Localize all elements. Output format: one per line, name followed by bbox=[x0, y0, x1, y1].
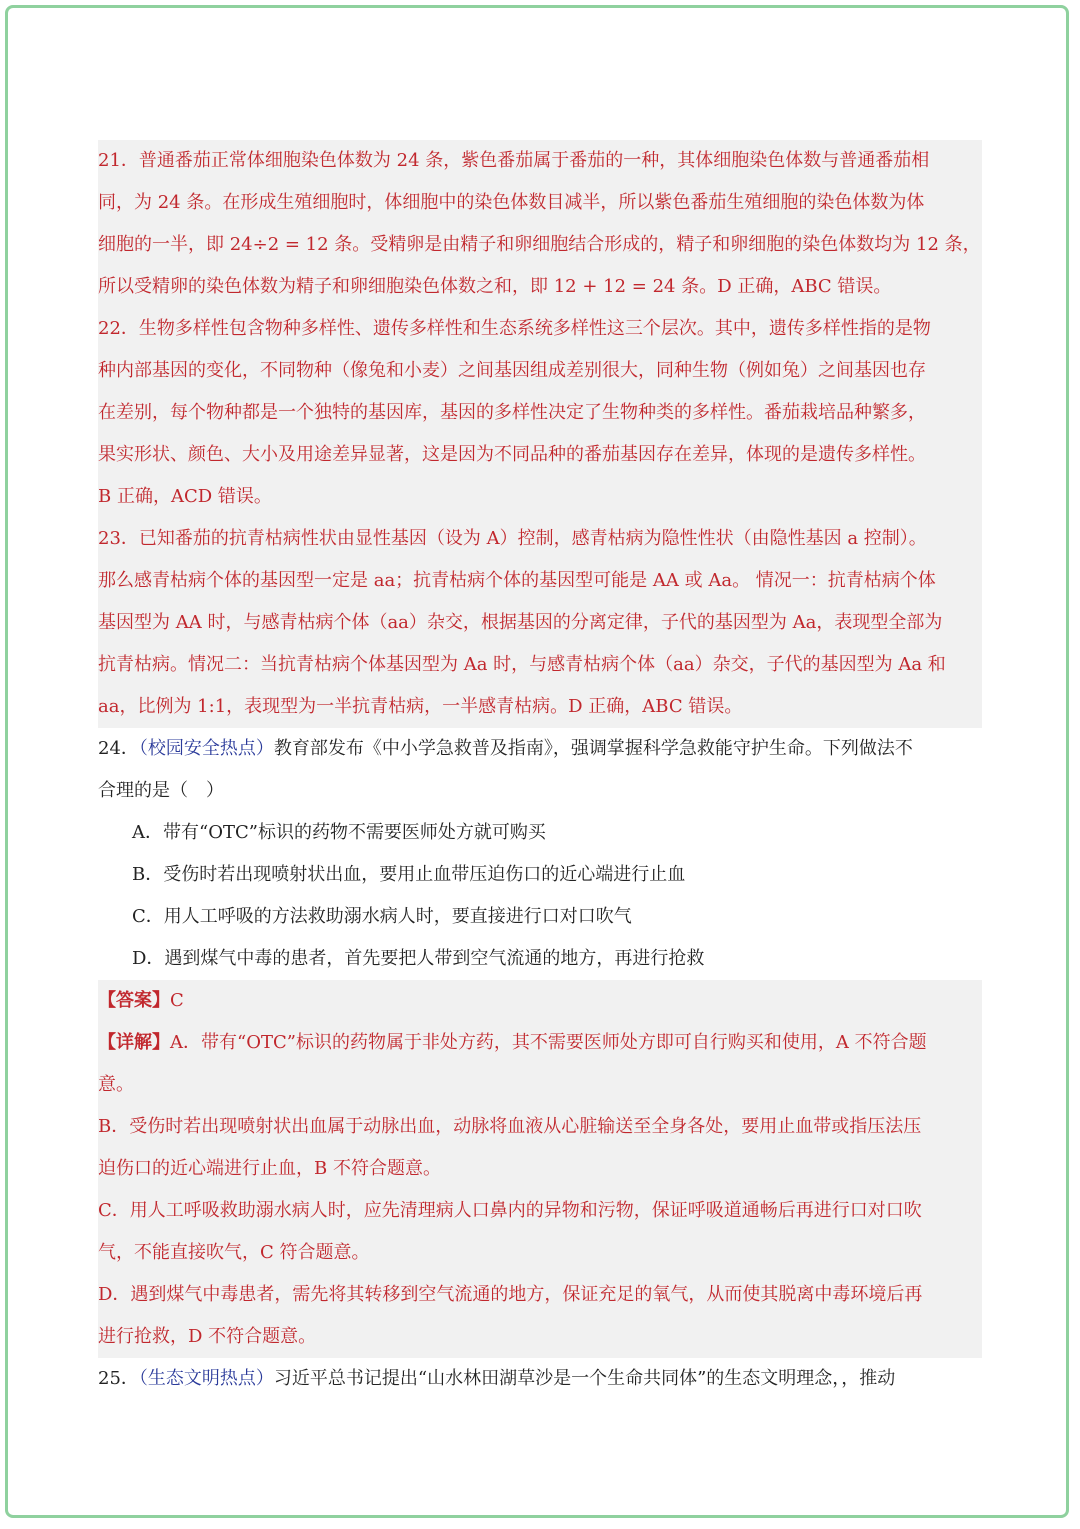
detail-line-1 bbox=[98, 1022, 982, 1064]
explanation-block-21-23 bbox=[98, 140, 982, 728]
detail-a-text: A．带有“OTC”标识的药物属于非处方药，其不需要医师处方即可自行购买和使用，A 不符合题 bbox=[170, 1032, 927, 1053]
q24-stem-line-2: 合理的是（ ） bbox=[98, 780, 224, 801]
q24-number: 24． bbox=[98, 738, 139, 759]
detail-line-7: D．遇到煤气中毒患者，需先将其转移到空气流通的地方，保证充足的氧气，从而使其脱离中毒环境后再 bbox=[98, 1284, 923, 1305]
detail-line-3: B．受伤时若出现喷射状出血属于动脉出血，动脉将血液从心脏输送至全身各处，要用止血带或指压法压 bbox=[98, 1116, 922, 1137]
q24-stem-line-1 bbox=[98, 728, 982, 770]
q22-line-2: 种内部基因的变化，不同物种（像兔和小麦）之间基因组成差别很大，同种生物（例如兔）之间基因也存 bbox=[98, 360, 926, 381]
answer-line bbox=[98, 980, 982, 1022]
q22-line-1: 22．生物多样性包含物种多样性、遗传多样性和生态系统多样性这三个层次。其中，遗传多样性指的是物 bbox=[98, 318, 931, 339]
q24-stem-text: 教育部发布《中小学急救普及指南》，强调掌握科学急救能守护生命。下列做法不 bbox=[273, 738, 913, 759]
q22-line-4: 果实形状、颜色、大小及用途差异显著，这是因为不同品种的番茄基因存在差异，体现的是遗传多样性。 bbox=[98, 444, 926, 465]
q22-line-5: B 正确，ACD 错误。 bbox=[98, 486, 272, 507]
q25-tag: （生态文明热点） bbox=[138, 1368, 274, 1389]
detail-line-8: 进行抢救，D 不符合题意。 bbox=[98, 1326, 317, 1347]
q21-line-1: 21．普通番茄正常体细胞染色体数为 24 条，紫色番茄属于番茄的一种，其体细胞染色体数与普通番茄相 bbox=[98, 150, 930, 171]
detail-line-2: 意。 bbox=[98, 1074, 134, 1095]
question-25 bbox=[98, 1358, 982, 1400]
detail-line-5: C．用人工呼吸救助溺水病人时，应先清理病人口鼻内的异物和污物，保证呼吸道通畅后再进行口对口吹 bbox=[98, 1200, 922, 1221]
q21-line-3: 细胞的一半，即 24÷2 = 12 条。受精卵是由精子和卵细胞结合形成的，精子和卵细胞的染色体数均为 12 条， bbox=[98, 234, 981, 255]
q25-stem-text: 习近平总书记提出“山水林田湖草沙是一个生命共同体”的生态文明理念，，推动 bbox=[273, 1368, 896, 1389]
detail-label: 【详解】 bbox=[98, 1032, 170, 1053]
q23-line-1: 23．已知番茄的抗青枯病性状由显性基因（设为 A）控制，感青枯病为隐性性状（由隐性基因 a 控制）。 bbox=[98, 528, 927, 549]
q21-line-2: 同，为 24 条。在形成生殖细胞时，体细胞中的染色体数目减半，所以紫色番茄生殖细胞的染色体数为体 bbox=[98, 192, 925, 213]
q24-option-c: C．用人工呼吸的方法救助溺水病人时，要直接进行口对口吹气 bbox=[132, 906, 632, 927]
q25-number: 25． bbox=[98, 1368, 139, 1389]
q21-line-4: 所以受精卵的染色体数为精子和卵细胞染色体数之和，即 12 + 12 = 24 条。D 正确，ABC 错误。 bbox=[98, 276, 892, 297]
answer-label: 【答案】 bbox=[98, 990, 170, 1011]
q23-line-3: 基因型为 AA 时，与感青枯病个体（aa）杂交，根据基因的分离定律，子代的基因型为 Aa，表现型全部为 bbox=[98, 612, 943, 633]
q23-line-2: 那么感青枯病个体的基因型一定是 aa；抗青枯病个体的基因型可能是 AA 或 Aa。 情况一：抗青枯病个体 bbox=[98, 570, 936, 591]
answer-value: C bbox=[170, 990, 184, 1011]
q24-tag: （校园安全热点） bbox=[138, 738, 274, 759]
detail-line-4: 迫伤口的近心端进行止血，B 不符合题意。 bbox=[98, 1158, 441, 1179]
q24-option-d: D．遇到煤气中毒的患者，首先要把人带到空气流通的地方，再进行抢救 bbox=[132, 948, 705, 969]
detail-line-6: 气，不能直接吹气，C 符合题意。 bbox=[98, 1242, 370, 1263]
document-page bbox=[98, 140, 982, 1400]
q23-line-4: 抗青枯病。情况二：当抗青枯病个体基因型为 Aa 时，与感青枯病个体（aa）杂交，子代的基因型为 Aa 和 bbox=[98, 654, 946, 675]
q23-line-5: aa，比例为 1:1，表现型为一半抗青枯病，一半感青枯病。D 正确，ABC 错误。 bbox=[98, 696, 743, 717]
q24-option-b: B．受伤时若出现喷射状出血，要用止血带压迫伤口的近心端进行止血 bbox=[132, 864, 686, 885]
question-24 bbox=[98, 728, 982, 980]
q25-stem-line-1 bbox=[98, 1358, 982, 1400]
q24-option-a: A．带有“OTC”标识的药物不需要医师处方就可购买 bbox=[132, 822, 546, 843]
q22-line-3: 在差别，每个物种都是一个独特的基因库，基因的多样性决定了生物种类的多样性。番茄栽培品种繁多， bbox=[98, 402, 926, 423]
answer-block-24 bbox=[98, 980, 982, 1358]
